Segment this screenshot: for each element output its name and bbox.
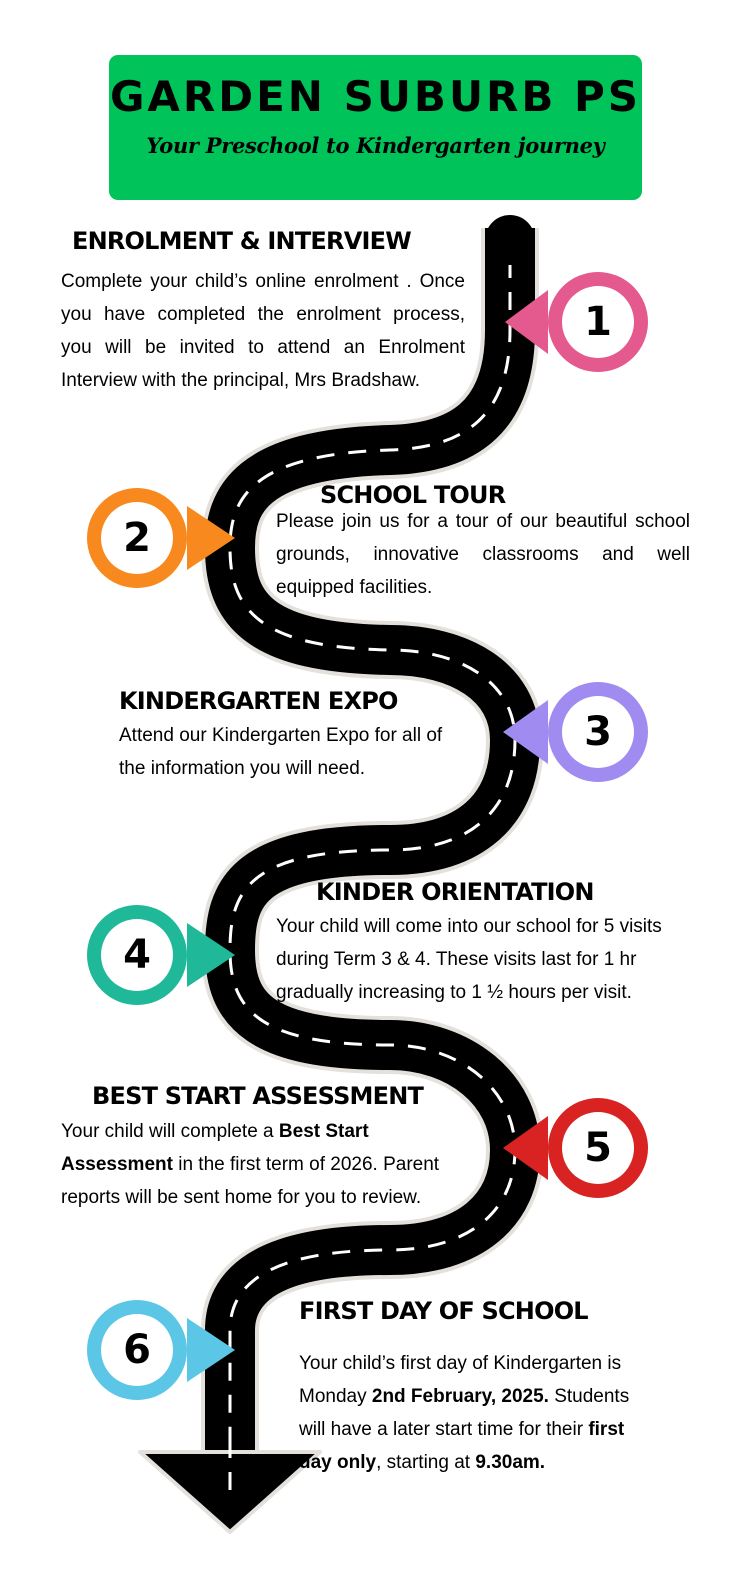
journey-subtitle: Your Preschool to Kindergarten journey bbox=[146, 133, 605, 158]
step-3-number: 3 bbox=[584, 709, 612, 755]
step-3-title: KINDERGARTEN EXPO bbox=[119, 687, 398, 715]
step-4-title: KINDER ORIENTATION bbox=[316, 878, 594, 906]
first-day-emphasis: first day only bbox=[299, 1419, 625, 1473]
step-2-number: 2 bbox=[123, 515, 151, 561]
step-1-text: Complete your child’s online enrolment . Once you have completed the enrolment process, you will be invited to attend an Enrolment Interview with the principal, Mrs Bradshaw. bbox=[61, 271, 465, 391]
start-date-emphasis: 2nd February, 2025. bbox=[371, 1386, 549, 1407]
start-time-emphasis: 9.30am. bbox=[475, 1452, 546, 1473]
school-title: GARDEN SUBURB PS bbox=[109, 72, 642, 121]
best-start-emphasis: Best Start Assessment bbox=[61, 1121, 369, 1175]
step-5-text: Your child will complete a Best Start Assessment in the first term of 2026. Parent reports will be sent home for you to review. bbox=[61, 1121, 440, 1208]
step-4-number: 4 bbox=[123, 932, 151, 978]
step-1-number: 1 bbox=[584, 299, 612, 345]
step-6-title: FIRST DAY OF SCHOOL bbox=[299, 1297, 588, 1325]
header-banner bbox=[109, 55, 642, 200]
step-5-number: 5 bbox=[584, 1125, 612, 1171]
step-3-text: Attend our Kindergarten Expo for all of the information you will need. bbox=[119, 725, 443, 779]
step-5-title: BEST START ASSESSMENT bbox=[92, 1082, 424, 1110]
step-6-text: Your child’s first day of Kindergarten is Monday 2nd February, 2025. Students will have a later start time for their first day only, starting at 9.30am. bbox=[299, 1353, 630, 1473]
step-2-text: Please join us for a tour of our beautiful school grounds, innovative classrooms and well equipped facilities. bbox=[276, 511, 690, 598]
step-1-title: ENROLMENT & INTERVIEW bbox=[72, 227, 411, 255]
step-4-text: Your child will come into our school for 5 visits during Term 3 & 4. These visits last for 1 hr gradually increasing to 1 ½ hours per visit. bbox=[276, 916, 662, 1003]
step-6-number: 6 bbox=[123, 1327, 151, 1373]
step-2-title: SCHOOL TOUR bbox=[320, 481, 506, 509]
